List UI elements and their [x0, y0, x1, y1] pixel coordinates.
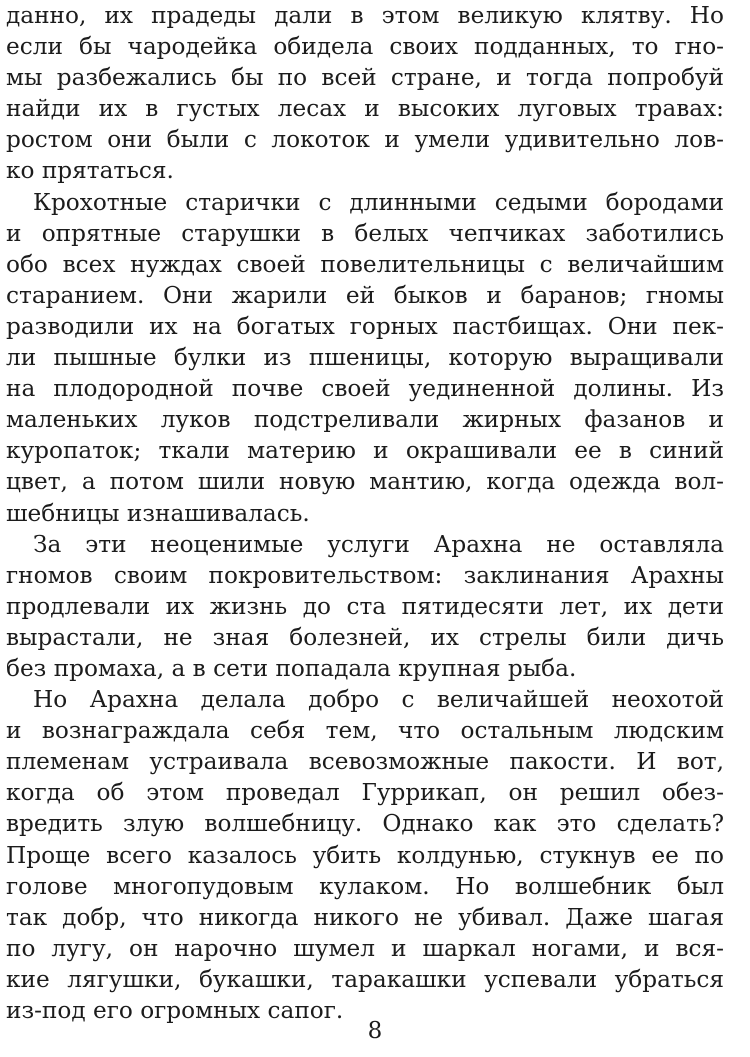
text-line: без промаха, а в сети попадала крупная рыба. [6, 654, 577, 682]
text-line: Но Арахна делала добро с величайшей неохотой [33, 686, 724, 714]
text-line: Проще всего казалось убить колдунью, стукнув ее по [6, 841, 724, 869]
text-line: на плодородной почве своей уединенной долины. Из [6, 375, 724, 403]
text-line: мы разбежались бы по всей стране, и тогда попробуй [6, 64, 724, 92]
text-line: племенам устраивала всевозможные пакости. И вот, [6, 748, 724, 776]
text-line: когда об этом проведал Гуррикап, он решил обез- [6, 779, 724, 807]
text-line: по лугу, он нарочно шумел и шаркал ногами, и вся- [6, 934, 724, 962]
text-line: За эти неоценимые услуги Арахна не оставляла [33, 530, 724, 558]
book-page [6, 0, 724, 1057]
text-line: и опрятные старушки в белых чепчиках заботились [6, 219, 724, 247]
text-line: найди их в густых лесах и высоких луговых травах: [6, 95, 724, 123]
text-line: старанием. Они жарили ей быков и баранов; гномы [6, 281, 724, 309]
text-line: продлевали их жизнь до ста пятидесяти лет, их дети [6, 592, 724, 620]
text-line: вредить злую волшебницу. Однако как это сделать? [6, 810, 724, 838]
paragraph-3 [6, 529, 724, 684]
text-line: вырастали, не зная болезней, их стрелы били дичь [6, 623, 724, 651]
text-line: если бы чародейка обидела своих подданных, то гно- [6, 33, 724, 61]
text-line: Крохотные старички с длинными седыми бородами [33, 188, 724, 216]
text-line: гномов своим покровительством: заклинания Арахны [6, 561, 724, 589]
text-line: разводили их на богатых горных пастбищах. Они пек- [6, 312, 724, 340]
text-line: ко прятаться. [6, 157, 174, 185]
text-line: голове многопудовым кулаком. Но волшебник был [6, 872, 724, 900]
paragraph-2 [6, 187, 724, 529]
text-line: обо всех нуждах своей повелительницы с величайшим [6, 250, 724, 278]
paragraph-4 [6, 684, 724, 1026]
text-line: шебницы изнашивалась. [6, 499, 310, 527]
paragraph-1 [6, 0, 724, 187]
text-line: кие лягушки, букашки, таракашки успевали убраться [6, 965, 724, 993]
text-line: так добр, что никогда никого не убивал. Даже шагая [6, 903, 724, 931]
text-line: ростом они были с локоток и умели удивительно лов- [6, 126, 724, 154]
text-line: цвет, а потом шили новую мантию, когда одежда вол- [6, 468, 724, 496]
text-line: маленьких луков подстреливали жирных фазанов и [6, 406, 724, 434]
text-line: куропаток; ткали материю и окрашивали ее в синий [6, 437, 724, 465]
text-line: и вознаграждала себя тем, что остальным людским [6, 717, 724, 745]
text-line: из-под его огромных сапог. [6, 997, 344, 1024]
text-line: данно, их прадеды дали в этом великую клятву. Но [6, 2, 724, 29]
text-line: ли пышные булки из пшеницы, которую выращивали [6, 344, 724, 372]
page-number: 8 [367, 1018, 383, 1044]
